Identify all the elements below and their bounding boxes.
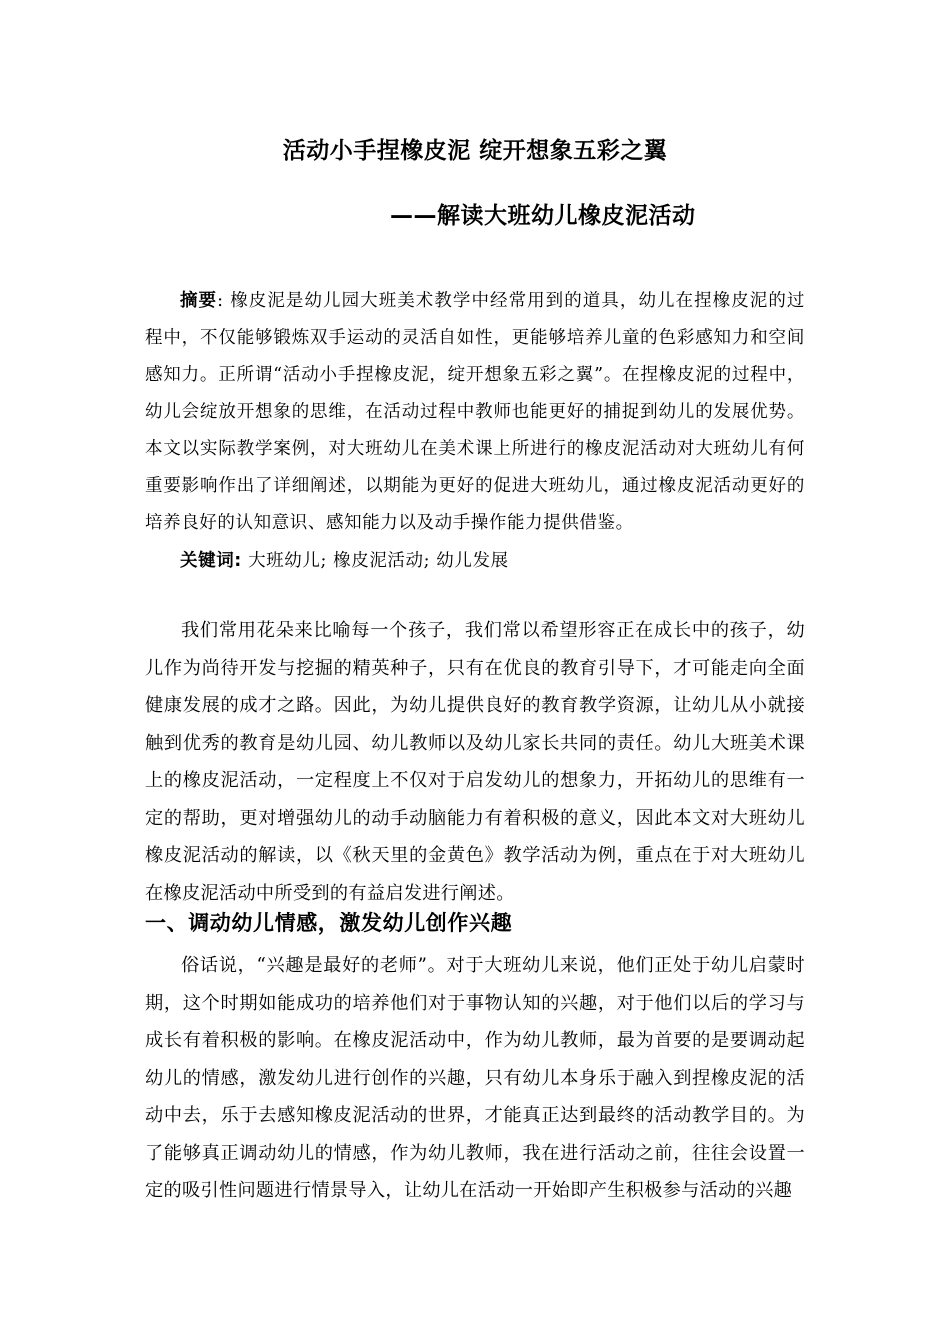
- abstract-label: 摘要: [180, 291, 218, 311]
- abstract-separator: :: [217, 291, 224, 311]
- section-heading: 一、调动幼儿情感，激发幼儿创作兴趣: [145, 911, 513, 935]
- intro-paragraph: 我们常用花朵来比喻每一个孩子，我们常以希望形容正在成长中的孩子，幼儿作为尚待开发与挖掘的精英种子，只有在优良的教育引导下，才可能走向全面健康发展的成才之路。因此，为幼儿提供良好的教育教学资源，让幼儿从小就接触到优秀的教育是幼儿园、幼儿教师以及幼儿家长共同的责任。幼儿大班美术课上的橡皮泥活动，一定程度上不仅对于启发幼儿的想象力，开拓幼儿的思维有一定的帮助，更对增强幼儿的动手动脑能力有着积极的意义，因此本文对大班幼儿橡皮泥活动的解读，以《秋天里的金黄色》教学活动为例，重点在于对大班幼儿在橡皮泥活动中所受到的有益启发进行阐述。: [145, 620, 805, 904]
- abstract-text: 橡皮泥是幼儿园大班美术教学中经常用到的道具，幼儿在捏橡皮泥的过程中，不仅能够锻炼双手运动的灵活自如性，更能够培养儿童的色彩感知力和空间感知力。正所谓“活动小手捏橡皮泥，绽开想象五彩之翼”。在捏橡皮泥的过程中，幼儿会绽放开想象的思维，在活动过程中教师也能更好的捕捉到幼儿的发展优势。本文以实际教学案例，对大班幼儿在美术课上所进行的橡皮泥活动对大班幼儿有何重要影响作出了详细阐述，以期能为更好的促进大班幼儿，通过橡皮泥活动更好的培养良好的认知意识、感知能力以及动手操作能力提供借鉴。: [145, 291, 805, 533]
- keywords-label: 关键词:: [180, 551, 242, 571]
- keywords-text: 大班幼儿; 橡皮泥活动; 幼儿发展: [248, 551, 509, 571]
- keywords-line: [180, 543, 509, 580]
- document-subtitle: ——解读大班幼儿橡皮泥活动: [390, 203, 696, 229]
- section-paragraph: 俗话说，“兴趣是最好的老师”。对于大班幼儿来说，他们正处于幼儿启蒙时期，这个时期如能成功的培养他们对于事物认知的兴趣，对于他们以后的学习与成长有着积极的影响。在橡皮泥活动中，作为幼儿教师，最为首要的是要调动起幼儿的情感，激发幼儿进行创作的兴趣，只有幼儿本身乐于融入到捏橡皮泥的活动中去，乐于去感知橡皮泥活动的世界，才能真正达到最终的活动教学目的。为了能够真正调动幼儿的情感，作为幼儿教师，我在进行活动之前，往往会设置一定的吸引性问题进行情景导入，让幼儿在活动一开始即产生积极参与活动的兴趣: [145, 955, 805, 1201]
- abstract-paragraph: [145, 283, 805, 542]
- document-title: 活动小手捏橡皮泥 绽开想象五彩之翼: [282, 138, 668, 164]
